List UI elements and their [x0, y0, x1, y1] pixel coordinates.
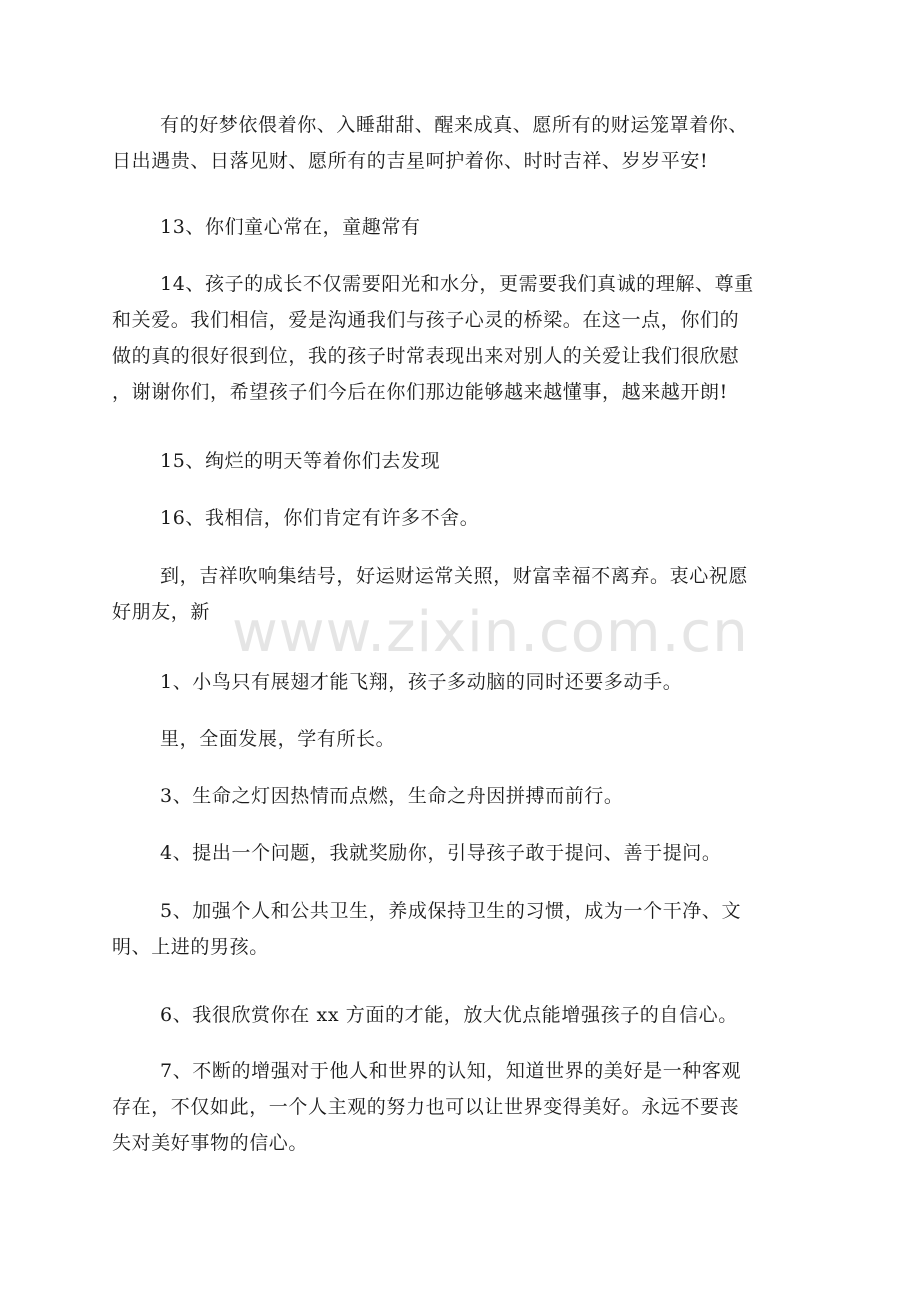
text-line: 里，全面发展，学有所长。 — [160, 728, 396, 750]
text-line: ，谢谢你们，希望孩子们今后在你们那边能够越来越懂事，越来越开朗! — [112, 381, 728, 403]
paragraph-3 — [112, 778, 812, 814]
paragraph-new-year-blessing — [112, 558, 812, 630]
text-line: 16、我相信，你们肯定有许多不舍。 — [160, 507, 480, 529]
paragraph-16 — [112, 500, 812, 536]
text-line: 到，吉祥吹响集结号，好运财运常关照，财富幸福不离弃。衷心祝愿 — [160, 565, 749, 587]
text-line: 有的好梦依偎着你、入睡甜甜、醒来成真、愿所有的财运笼罩着你、 — [160, 114, 749, 136]
text-line: 失对美好事物的信心。 — [112, 1132, 309, 1154]
watermark: www.zixin.com.cn — [232, 600, 749, 665]
paragraph-15 — [112, 443, 812, 479]
paragraph-7 — [112, 1053, 812, 1161]
text-line: 15、绚烂的明天等着你们去发现 — [160, 450, 441, 472]
paragraph-5 — [112, 893, 812, 965]
text-line: 日出遇贵、日落见财、愿所有的吉星呵护着你、时时吉祥、岁岁平安! — [112, 150, 709, 172]
paragraph-14 — [112, 266, 812, 410]
text-line: 好朋友，新 — [112, 601, 211, 623]
text-line: 明、上进的男孩。 — [112, 936, 269, 958]
paragraph-13 — [112, 209, 812, 245]
text-line: 5、加强个人和公共卫生，养成保持卫生的习惯，成为一个干净、文 — [160, 900, 742, 922]
text-line: 7、不断的增强对于他人和世界的认知，知道世界的美好是一种客观 — [160, 1060, 742, 1082]
text-line: 1、小鸟只有展翅才能飞翔，孩子多动脑的同时还要多动手。 — [160, 671, 683, 693]
text-line: 和关爱。我们相信，爱是沟通我们与孩子心灵的桥梁。在这一点，你们的 — [112, 309, 740, 331]
paragraph-blessing-continuation — [112, 107, 812, 179]
paragraph-4 — [112, 835, 812, 871]
text-line: 13、你们童心常在，童趣常有 — [160, 216, 421, 238]
text-line: 6、我很欣赏你在 xx 方面的才能，放大优点能增强孩子的自信心。 — [160, 1004, 738, 1026]
paragraph-1 — [112, 664, 812, 700]
text-line: 3、生命之灯因热情而点燃，生命之舟因拼搏而前行。 — [160, 785, 624, 807]
text-line: 做的真的很好很到位，我的孩子时常表现出来对别人的关爱让我们很欣慰 — [112, 345, 740, 367]
text-line: 4、提出一个问题，我就奖励你，引导孩子敢于提问、善于提问。 — [160, 842, 722, 864]
paragraph-all-round — [112, 721, 812, 757]
text-line: 存在，不仅如此，一个人主观的努力也可以让世界变得美好。永远不要丧 — [112, 1096, 740, 1118]
text-line: 14、孩子的成长不仅需要阳光和水分，更需要我们真诚的理解、尊重 — [160, 273, 754, 295]
paragraph-6 — [112, 997, 812, 1033]
